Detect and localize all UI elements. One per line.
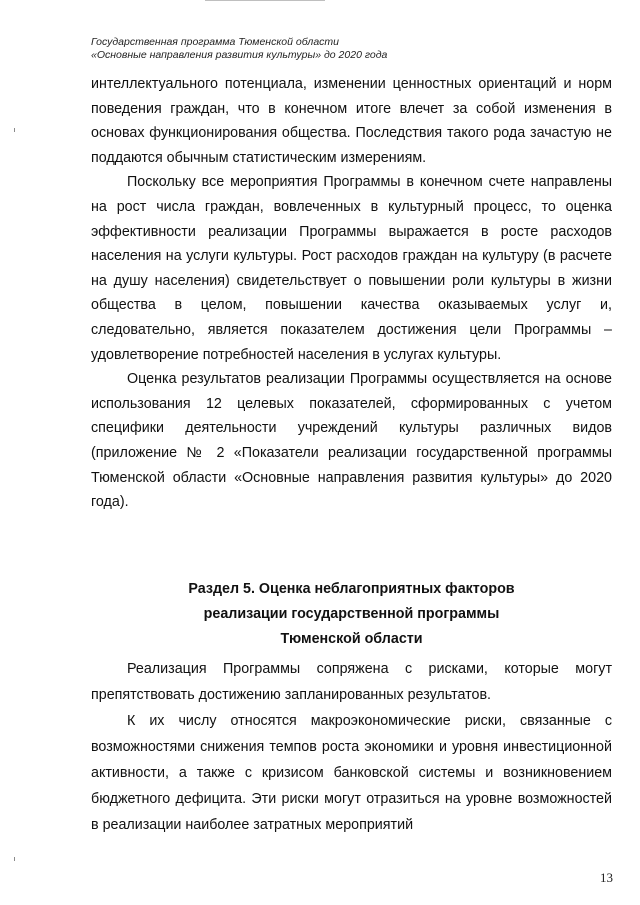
running-header bbox=[91, 36, 551, 62]
section-body-text bbox=[91, 656, 612, 838]
paragraph-indicators: Оценка результатов реализации Программы осуществляется на основе использования 12 целевых показателей, сформированных с учетом специфики деятельности учреждений культуры различных видов (приложение № 2 «Показатели реализации государственной программы Тюменской области «Основные направления развития культуры» до 2020 года). bbox=[91, 371, 612, 511]
header-line-1: Государственная программа Тюменской области bbox=[91, 36, 339, 48]
body-text bbox=[91, 72, 612, 515]
section-heading-line-1: Раздел 5. Оценка неблагоприятных факторов bbox=[188, 581, 515, 597]
section-heading-line-3: Тюменской области bbox=[280, 631, 423, 647]
section-heading-line-2: реализации государственной программы bbox=[203, 606, 500, 622]
paragraph-effectiveness: Поскольку все мероприятия Программы в конечном счете направлены на рост числа граждан, вовлеченных в культурный процесс, то оценка эффективности реализации Программы выражается в росте расходов населения на услуги культуры. Рост расходов граждан на культуру (в расчете на душу населения) свидетельствует о повышении роли культуры в жизни общества в целом, повышении качества оказываемых услуг и, следовательно, является показателем достижения цели Программы – удовлетворение потребностей населения в услугах культуры. bbox=[91, 174, 612, 363]
scan-edge-rule bbox=[205, 0, 325, 1]
page-number: 13 bbox=[600, 870, 613, 885]
paragraph-macro-risks: К их числу относятся макроэкономические риски, связанные с возможностями снижения темпов роста экономики и уровня инвестиционной активности, а также с кризисом банковской системы и возникновением бюджетного дефицита. Эти риски могут отразиться на уровне возможностей в реализации наиболее затратных мероприятий bbox=[91, 713, 612, 833]
header-line-2: «Основные направления развития культуры» до 2020 года bbox=[91, 49, 388, 61]
margin-mark bbox=[14, 857, 15, 861]
section-heading bbox=[91, 577, 612, 652]
paragraph-continuation: интеллектуального потенциала, изменении ценностных ориентаций и норм поведения граждан, что в конечном итоге влечет за собой изменения в основах функционирования общества. Последствия такого рода зачастую не поддаются обычным статистическим измерениям. bbox=[91, 76, 612, 166]
paragraph-risks-intro: Реализация Программы сопряжена с рисками, которые могут препятствовать достижению запланированных результатов. bbox=[91, 661, 612, 703]
margin-mark bbox=[14, 128, 15, 132]
